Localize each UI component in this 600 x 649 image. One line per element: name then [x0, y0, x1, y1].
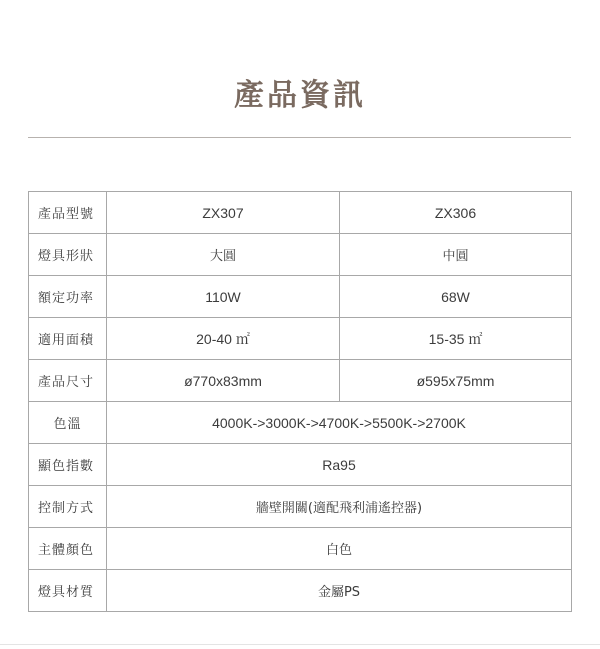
cell-cri: Ra95 [107, 444, 572, 486]
cell-shape-zx307: 大圓 [107, 234, 340, 276]
cell-model-zx306: ZX306 [340, 192, 572, 234]
row-label-shape: 燈具形狀 [29, 234, 107, 276]
cell-material: 金屬PS [107, 570, 572, 612]
product-spec-table [28, 191, 572, 612]
row-label-material: 燈具材質 [29, 570, 107, 612]
bottom-divider [0, 644, 600, 645]
table-row-control [29, 486, 572, 528]
row-label-color-temp: 色溫 [29, 402, 107, 444]
row-label-body-color: 主體顏色 [29, 528, 107, 570]
table-row-material [29, 570, 572, 612]
cell-area-zx307: 20-40 ㎡ [107, 318, 340, 360]
table-row-body-color [29, 528, 572, 570]
row-label-size: 產品尺寸 [29, 360, 107, 402]
table-row-area [29, 318, 572, 360]
table-row-cri [29, 444, 572, 486]
row-label-model: 產品型號 [29, 192, 107, 234]
row-label-power: 額定功率 [29, 276, 107, 318]
cell-color-temp: 4000K->3000K->4700K->5500K->2700K [107, 402, 572, 444]
cell-shape-zx306: 中圓 [340, 234, 572, 276]
table-row-model [29, 192, 572, 234]
cell-size-zx306: ø595x75mm [340, 360, 572, 402]
row-label-control: 控制方式 [29, 486, 107, 528]
cell-size-zx307: ø770x83mm [107, 360, 340, 402]
row-label-area: 適用面積 [29, 318, 107, 360]
cell-area-zx306: 15-35 ㎡ [340, 318, 572, 360]
cell-power-zx307: 110W [107, 276, 340, 318]
table-row-size [29, 360, 572, 402]
table-row-shape [29, 234, 572, 276]
row-label-cri: 顯色指數 [29, 444, 107, 486]
cell-power-zx306: 68W [340, 276, 572, 318]
cell-body-color: 白色 [107, 528, 572, 570]
table-row-color-temp [29, 402, 572, 444]
table-row-power [29, 276, 572, 318]
cell-model-zx307: ZX307 [107, 192, 340, 234]
title-divider [28, 137, 571, 138]
page-title: 產品資訊 [234, 78, 366, 113]
cell-control: 牆壁開關(適配飛利浦遙控器) [107, 486, 572, 528]
